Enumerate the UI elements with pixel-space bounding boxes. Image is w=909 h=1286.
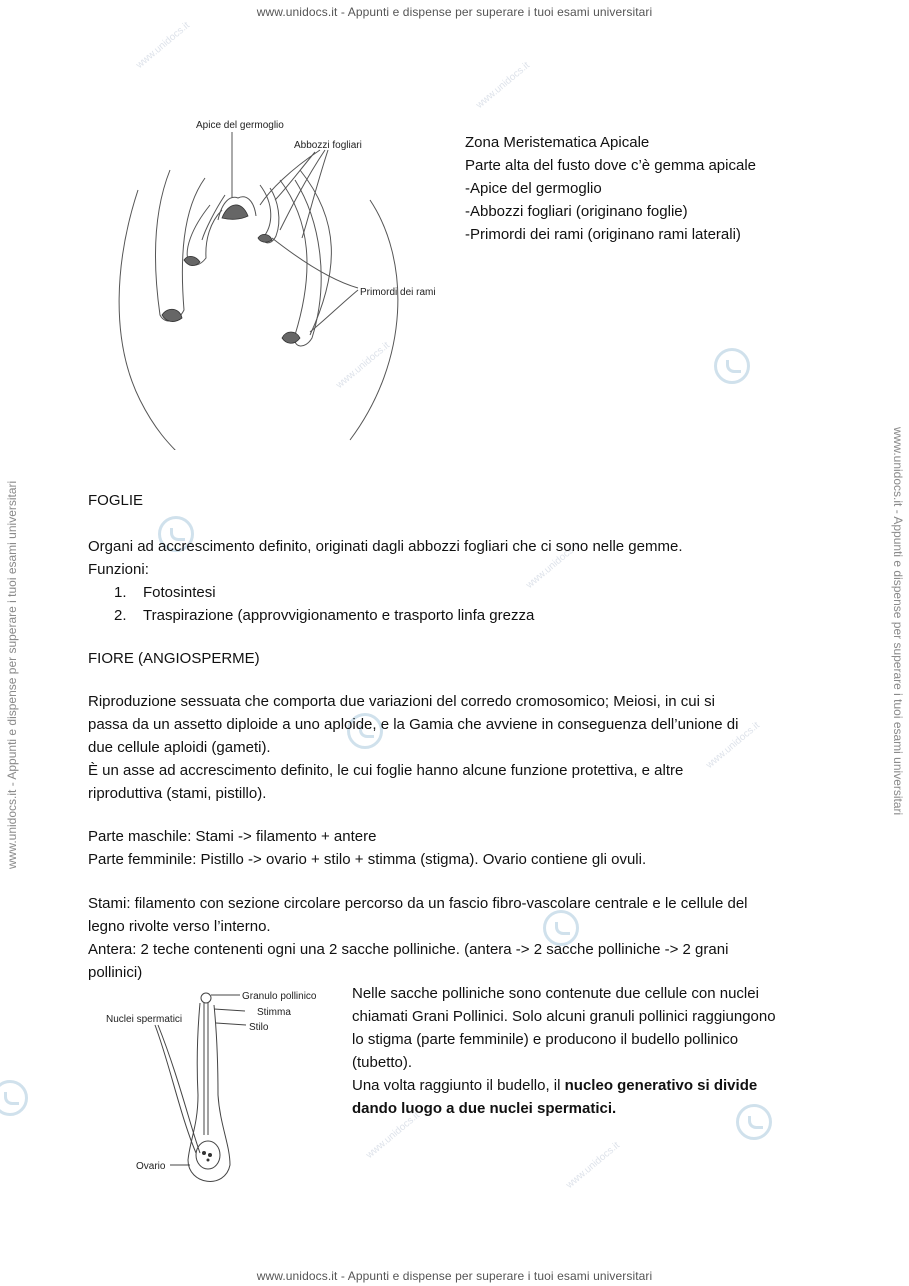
fiore-paragraph-3 — [88, 892, 748, 984]
paragraph-line: Parte maschile: Stami -> filamento + antere — [88, 828, 377, 845]
watermark-footer: www.unidocs.it - Appunti e dispense per superare i tuoi esami universitari — [256, 1269, 653, 1283]
foglie-intro: Organi ad accrescimento definito, originati dagli abbozzi fogliari che ci sono nelle gemme. — [88, 538, 683, 555]
paragraph-line — [352, 1074, 823, 1097]
zone-line: Zona Meristematica Apicale — [465, 134, 650, 151]
fiore-paragraph-1 — [88, 690, 738, 805]
label-apex: Apice del germoglio — [196, 120, 284, 131]
zone-line: -Primordi dei rami (originano rami laterali) — [465, 226, 741, 243]
watermark-faint: www.unidocs.it — [134, 20, 192, 71]
watermark-faint: www.unidocs.it — [704, 720, 762, 771]
label-branch-primordia: Primordi dei rami — [360, 287, 436, 298]
functions-label: Funzioni: — [88, 561, 149, 578]
list-item — [88, 604, 683, 627]
list-text: Fotosintesi — [143, 584, 216, 601]
list-number: 1. — [114, 584, 127, 601]
watermark-header: www.unidocs.it - Appunti e dispense per superare i tuoi esami universitari — [256, 5, 653, 19]
paragraph-line: (tubetto). — [352, 1054, 413, 1071]
paragraph-line: Parte femminile: Pistillo -> ovario + stilo + stimma (stigma). Ovario contiene gli ovuli. — [88, 851, 647, 868]
paragraph-line: due cellule aploidi (gameti). — [88, 739, 271, 756]
p5-bold-2: dando luogo a due nuclei spermatici. — [352, 1100, 617, 1117]
paragraph-line: Antera: 2 teche contenenti ogni una 2 sacche polliniche. (antera -> 2 sacche polliniche -> 2 grani — [88, 941, 729, 958]
zone-description — [465, 131, 756, 246]
unidocs-logo-icon — [714, 348, 750, 384]
paragraph-line: chiamati Grani Pollinici. Solo alcuni granuli pollinici raggiungono — [352, 1008, 776, 1025]
section-title-foglie: FOGLIE — [88, 492, 144, 509]
fiore-paragraph-2 — [88, 825, 646, 871]
list-text: Traspirazione (approvvigionamento e trasporto linfa grezza — [143, 607, 535, 624]
paragraph-line: Stami: filamento con sezione circolare percorso da un fascio fibro-vascolare centrale e le cellule del — [88, 895, 748, 912]
p5-normal: Una volta raggiunto il budello, il — [352, 1077, 565, 1094]
paragraph-line: Nelle sacche polliniche sono contenute due cellule con nuclei — [352, 985, 759, 1002]
list-item — [88, 581, 683, 604]
label-stilo: Stilo — [249, 1022, 269, 1033]
paragraph-line: riproduttiva (stami, pistillo). — [88, 785, 267, 802]
shoot-apex-figure — [110, 110, 460, 450]
fiore-paragraph-4 — [352, 982, 823, 1120]
zone-line: -Apice del germoglio — [465, 180, 602, 197]
section-title-fiore: FIORE (ANGIOSPERME) — [88, 650, 260, 667]
watermark-faint: www.unidocs.it — [364, 1110, 422, 1161]
foglie-body — [88, 535, 683, 627]
paragraph-line: legno rivolte verso l’interno. — [88, 918, 271, 935]
pistil-figure — [100, 985, 345, 1195]
p5-bold-1: nucleo generativo si divide — [564, 1077, 758, 1094]
zone-line: -Abbozzi fogliari (originano foglie) — [465, 203, 688, 220]
watermark-side-right: www.unidocs.it - Appunti e dispense per superare i tuoi esami universitari — [891, 427, 905, 816]
watermark-faint: www.unidocs.it — [524, 540, 582, 591]
watermark-faint: www.unidocs.it — [334, 340, 392, 391]
label-stimma: Stimma — [257, 1007, 291, 1018]
label-ovario: Ovario — [136, 1161, 166, 1172]
label-leaf-primordia: Abbozzi fogliari — [294, 140, 362, 151]
paragraph-line: Riproduzione sessuata che comporta due variazioni del corredo cromosomico; Meiosi, in cui si — [88, 693, 715, 710]
paragraph-line: È un asse ad accrescimento definito, le cui foglie hanno alcune funzione protettiva, e altre — [88, 762, 684, 779]
label-sperm-nuclei: Nuclei spermatici — [106, 1014, 183, 1025]
unidocs-logo-icon — [0, 1080, 28, 1116]
list-number: 2. — [114, 607, 127, 624]
zone-line: Parte alta del fusto dove c’è gemma apicale — [465, 157, 756, 174]
paragraph-line: lo stigma (parte femminile) e producono il budello pollinico — [352, 1031, 739, 1048]
watermark-side-left: www.unidocs.it - Appunti e dispense per superare i tuoi esami universitari — [5, 480, 19, 869]
paragraph-line: pollinici) — [88, 964, 143, 981]
label-pollen-granule: Granulo pollinico — [242, 991, 317, 1002]
watermark-faint: www.unidocs.it — [564, 1140, 622, 1191]
paragraph-line: passa da un assetto diploide a uno aploide, e la Gamia che avviene in conseguenza dell’unione di — [88, 716, 739, 733]
functions-list — [88, 581, 683, 627]
watermark-faint: www.unidocs.it — [474, 60, 532, 111]
